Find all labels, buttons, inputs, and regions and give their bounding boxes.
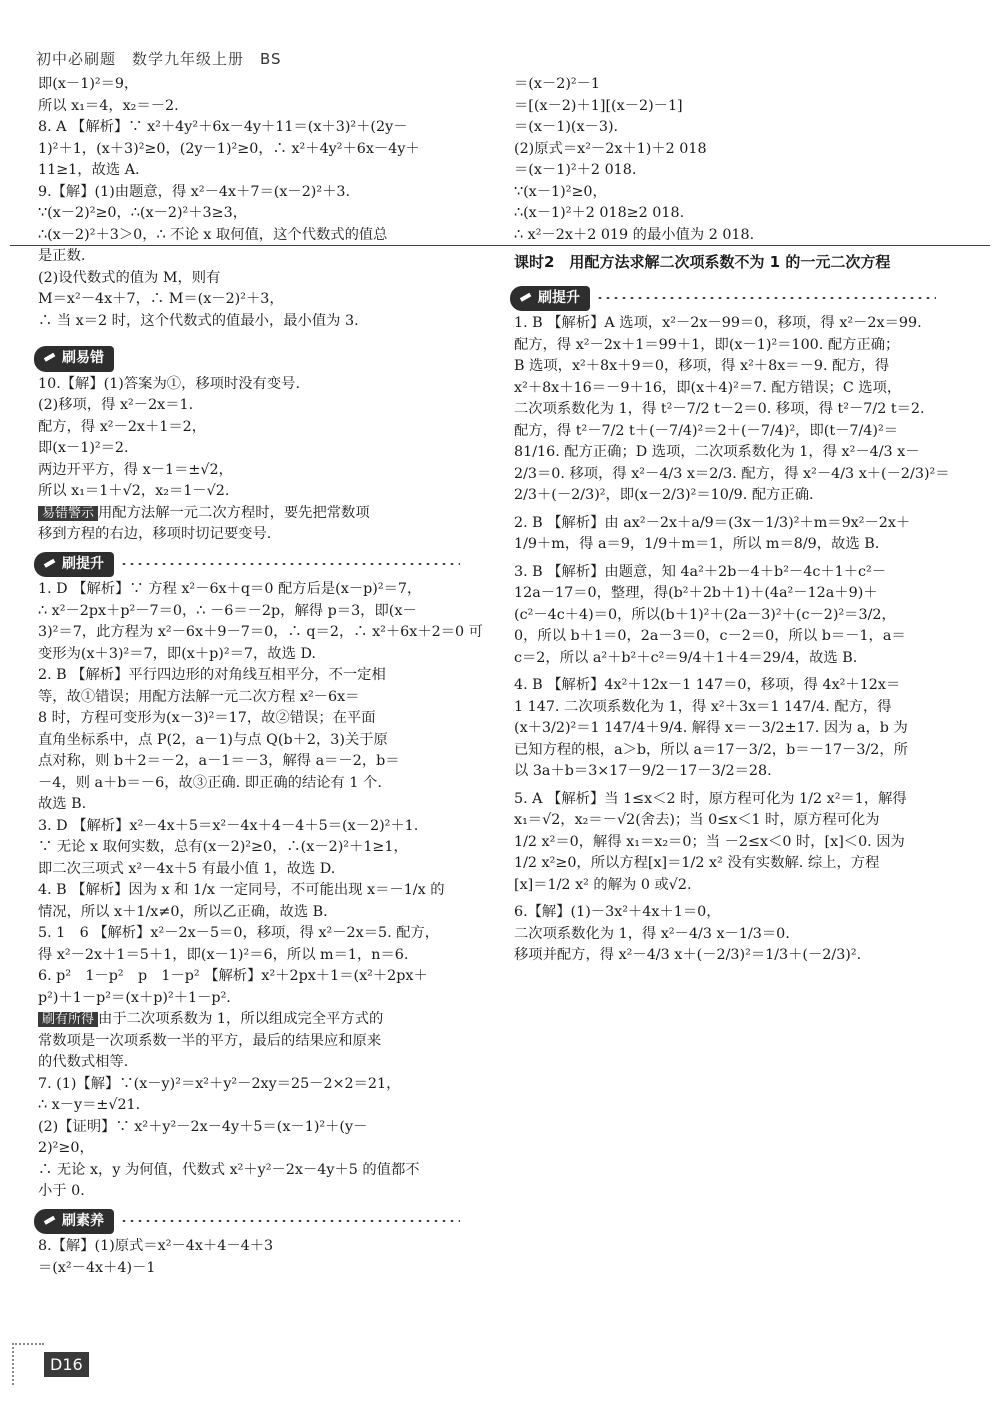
text-line: 3. D 【解析】x²－4x＋5＝x²－4x＋4－4＋5＝(x－2)²＋1. <box>38 817 419 834</box>
text-line: 已知方程的根，a＞b，所以 a＝17－3/2，b＝－17－3/2，所 <box>514 741 908 758</box>
text-line: ∴(x－2)²＋3＞0，∴ 不论 x 取何值，这个代数式的值总 <box>38 226 388 243</box>
text-line: 1/2 x²≥0，所以方程[x]＝1/2 x² 没有实数解. 综上，方程 <box>514 855 880 871</box>
text-line: 二次项系数化为 1，得 x²－4/3 x－1/3＝0. <box>514 925 790 942</box>
section-title: 刷素养 <box>62 1212 104 1229</box>
left-block-1 <box>38 74 488 332</box>
right-block-1 <box>514 74 969 246</box>
text-line: B 选项，x²＋8x＋9＝0，移项，得 x²＋8x＝－9. 配方，得 <box>514 358 890 374</box>
text-line: 3. B 【解析】由题意，知 4a²＋2b－4＋b²－4c＋1＋c²－ <box>514 563 887 580</box>
text-line: p²)＋1－p²＝(x＋p)²＋1－p². <box>38 989 231 1006</box>
dotted-rule <box>120 1218 460 1224</box>
left-block-5 <box>38 1236 488 1279</box>
summary-text-line: 由于二次项系数为 1，所以组成完全平方式的 <box>98 1011 384 1027</box>
text-line: ∵ 无论 x 取何实数，总有(x－2)²≥0，∴(x－2)²＋1≥1， <box>38 839 408 855</box>
text-line: 6.【解】(1)－3x²＋4x＋1＝0， <box>514 904 721 920</box>
page-header: 初中必刷题 数学九年级上册 BS <box>36 50 282 68</box>
text-line: (c²－4c＋4)＝0，所以(b＋1)²＋(2a－3)²＋(c－2)²＝3/2， <box>514 606 896 623</box>
summary-text-line: 常数项是一次项系数一半的平方，最后的结果应和原来 <box>38 1032 382 1049</box>
text-line: ∴(x－1)²＋2 018≥2 018. <box>514 205 685 221</box>
section-title: 刷易错 <box>62 350 104 366</box>
section-badge-tisheng <box>34 552 114 578</box>
warn-text-line: 用配方法解一元二次方程时，要先把常数项 <box>98 504 370 521</box>
text-line: 1/2 x²＝0，解得 x₁＝x₂＝0；当 －2≤x＜0 时，[x]＜0. 因为 <box>514 833 905 850</box>
dotted-rule <box>120 561 460 567</box>
page-number: D16 <box>44 1352 89 1377</box>
text-line: 1. B 【解析】A 选项，x²－2x－99＝0，移项，得 x²－2x＝99. <box>514 315 922 331</box>
text-line: (2)设代数式的值为 M，则有 <box>38 269 221 286</box>
text-line: 移项并配方，得 x²－4/3 x＋(－2/3)²＝1/3＋(－2/3)². <box>514 947 862 963</box>
text-line: 小于 0. <box>38 1183 85 1199</box>
text-line: 所以 x₁＝1＋√2，x₂＝1－√2. <box>38 483 230 499</box>
right-block-2 <box>514 313 969 967</box>
text-line: ∴ 无论 x，y 为何值，代数式 x²＋y²－2x－4y＋5 的值都不 <box>38 1161 420 1178</box>
text-line: 即(x－1)²＝9， <box>38 76 139 92</box>
section-badge-yicuo <box>34 346 114 372</box>
text-line: c＝2，所以 a²＋b²＋c²＝9/4＋1＋4＝29/4，故选 B. <box>514 649 858 666</box>
text-line: ＝(x－1)(x－3). <box>514 119 619 135</box>
text-line: 1/9＋m，得 a＝9，1/9＋m＝1，所以 m＝8/9，故选 B. <box>514 536 880 552</box>
pencil-icon <box>42 349 58 365</box>
text-line: ∵(x－2)²≥0，∴(x－2)²＋3≥3， <box>38 205 248 221</box>
summary-label: 刷有所得 <box>38 1012 98 1027</box>
text-line: 9.【解】(1)由题意，得 x²－4x＋7＝(x－2)²＋3. <box>38 183 351 200</box>
text-line: ∵(x－1)²≥0， <box>514 183 607 200</box>
text-line: 是正数. <box>38 248 86 264</box>
text-line: 8. A 【解析】∵ x²＋4y²＋6x－4y＋11＝(x＋3)²＋(2y－ <box>38 119 408 135</box>
warn-label: 易错警示 <box>38 506 98 521</box>
text-line: ∴ 当 x＝2 时，这个代数式的值最小，最小值为 3. <box>38 312 359 329</box>
text-line: [x]＝1/2 x² 的解为 0 或√2. <box>514 876 692 893</box>
text-line: 即二次三项式 x²－4x＋5 有最小值 1，故选 D. <box>38 860 336 877</box>
text-line: 0，所以 b＋1＝0，2a－3＝0，c－2＝0，所以 b＝－1，a＝ <box>514 628 906 644</box>
text-line: 2/3＝0. 移项，得 x²－4/3 x＝2/3. 配方，得 x²－4/3 x＋(－2/3)²＝ <box>514 465 950 482</box>
left-block-3 <box>38 579 488 1009</box>
text-line: x₁＝√2，x₂＝－√2(舍去)；当 0≤x＜1 时，原方程可化为 <box>514 812 880 828</box>
text-line: 1. D 【解析】∵ 方程 x²－6x＋q＝0 配方后是(x－p)²＝7， <box>38 581 422 597</box>
dotted-rule <box>596 295 936 301</box>
text-line: (2)移项，得 x²－2x＝1. <box>38 397 194 413</box>
text-line: 直角坐标系中，点 P(2，a－1)与点 Q(b＋2，3)关于原 <box>38 731 388 748</box>
text-line: 即(x－1)²＝2. <box>38 440 129 456</box>
lesson-title: 课时2 用配方法求解二次项系数不为 1 的一元二次方程 <box>514 253 891 271</box>
summary-text-line: 的代数式相等. <box>38 1054 129 1070</box>
text-line: 情况，所以 x＋1/x≠0，所以乙正确，故选 B. <box>38 903 328 920</box>
text-line: 得 x²－2x＋1＝5＋1，即(x－1)²＝6，所以 m＝1，n＝6. <box>38 946 409 963</box>
section-title: 刷提升 <box>62 555 104 572</box>
right-column <box>514 74 969 967</box>
text-line: 8.【解】(1)原式＝x²－4x＋4－4＋3 <box>38 1238 274 1254</box>
warn-text-line: 移到方程的右边，移项时切记要变号. <box>38 526 272 542</box>
text-line: 4. B 【解析】4x²＋12x－1 147＝0，移项，得 4x²＋12x＝ <box>514 677 901 693</box>
text-line: ∴ x²－2px＋p²－7＝0，∴ －6＝－2p，解得 p＝3，即(x－ <box>38 602 417 619</box>
text-line: 11≥1，故选 A. <box>38 162 140 178</box>
text-line: 二次项系数化为 1，得 t²－7/2 t－2＝0. 移项，得 t²－7/2 t＝2. <box>514 401 925 417</box>
section-title: 刷提升 <box>538 289 580 306</box>
left-column <box>38 74 488 1279</box>
text-line: 1)²＋1，(x＋3)²≥0，(2y－1)²≥0，∴ x²＋4y²＋6x－4y＋ <box>38 140 420 157</box>
text-line: 6. p² 1－p² p 1－p² 【解析】x²＋2px＋1＝(x²＋2px＋ <box>38 968 428 984</box>
pencil-icon <box>42 555 58 571</box>
text-line: 故选 B. <box>38 796 87 812</box>
text-line: 12a－17＝0，整理，得(b²＋2b＋1)＋(4a²－12a＋9)＋ <box>514 585 878 601</box>
text-line: ∴ x²－2x＋2 019 的最小值为 2 018. <box>514 226 755 243</box>
text-line: (2)【证明】∵ x²＋y²－2x－4y＋5＝(x－1)²＋(y－ <box>38 1118 368 1135</box>
text-line: 以 3a＋b＝3×17－9/2－17－3/2＝28. <box>514 763 772 779</box>
text-line: 配方，得 t²－7/2 t＋(－7/4)²＝2＋(－7/4)²，即(t－7/4)²＝ <box>514 422 899 439</box>
text-line: 2. B 【解析】平行四边形的对角线互相平分，不一定相 <box>38 667 386 683</box>
text-line: 5. A 【解析】当 1≤x＜2 时，原方程可化为 1/2 x²＝1，解得 <box>514 790 907 807</box>
text-line: (x＋3/2)²＝1 147/4＋9/4. 解得 x＝－3/2±17. 因为 a，b 为 <box>514 720 908 736</box>
text-line: 2/3＋(－2/3)²，即(x－2/3)²＝10/9. 配方正确. <box>514 487 814 503</box>
text-line: 3)²＝7，此方程为 x²－6x＋9－7＝0，∴ q＝2，∴ x²＋6x＋2＝0 可 <box>38 624 483 640</box>
text-line: ＝(x－1)²＋2 018. <box>514 162 637 178</box>
text-line: ∴ x－y＝±√21. <box>38 1097 141 1113</box>
section-badge-tisheng-2 <box>510 286 590 312</box>
text-line: 5. 1 6 【解析】x²－2x－5＝0，移项，得 x²－2x＝5. 配方， <box>38 925 440 941</box>
text-line: 1 147. 二次项系数化为 1，得 x²＋3x＝1 147/4. 配方，得 <box>514 698 892 715</box>
corner-dots <box>12 1343 44 1385</box>
left-block-4 <box>38 1074 488 1203</box>
text-line: 变形为(x＋3)²＝7，即(x＋p)²＝7，故选 D. <box>38 645 316 662</box>
text-line: ＝(x²－4x＋4)－1 <box>38 1259 156 1276</box>
text-line: 配方，得 x²－2x＋1＝99＋1，即(x－1)²＝100. 配方正确； <box>514 336 900 353</box>
text-line: x²＋8x＋16＝－9＋16，即(x＋4)²＝7. 配方错误；C 选项， <box>514 379 902 396</box>
text-line: 配方，得 x²－2x＋1＝2， <box>38 418 207 435</box>
text-line: 等，故①错误；用配方法解一元二次方程 x²－6x＝ <box>38 688 360 705</box>
text-line: ＝[(x－2)＋1][(x－2)－1] <box>514 97 683 114</box>
text-line: 2. B 【解析】由 ax²－2x＋a/9＝(3x－1/3)²＋m＝9x²－2x＋ <box>514 514 911 531</box>
text-line: ＝(x－2)²－1 <box>514 76 601 92</box>
left-block-2 <box>38 374 488 503</box>
text-line: 点对称，则 b＋2＝－2，a－1＝－3，解得 a＝－2，b＝ <box>38 753 400 769</box>
section-badge-suyang <box>34 1209 114 1235</box>
text-line: －4，则 a＋b＝－6，故③正确. 即正确的结论有 1 个. <box>38 774 382 791</box>
text-line: M＝x²－4x＋7，∴ M＝(x－2)²＋3， <box>38 291 284 307</box>
text-line: 4. B 【解析】因为 x 和 1/x 一定同号，不可能出现 x＝－1/x 的 <box>38 882 445 898</box>
pencil-icon <box>42 1212 58 1228</box>
text-line: (2)原式＝x²－2x＋1)＋2 018 <box>514 140 707 157</box>
text-line: 10.【解】(1)答案为①，移项时没有变号. <box>38 375 300 392</box>
text-line: 两边开平方，得 x－1＝±√2， <box>38 461 233 478</box>
text-line: 81/16. 配方正确；D 选项，二次项系数化为 1，得 x²－4/3 x－ <box>514 444 920 460</box>
pencil-icon <box>518 289 534 305</box>
text-line: 8 时，方程可变形为(x－3)²＝17，故②错误；在平面 <box>38 710 376 726</box>
text-line: 7. (1)【解】∵(x－y)²＝x²＋y²－2xy＝25－2×2＝21， <box>38 1075 401 1092</box>
text-line: 2)²≥0， <box>38 1140 94 1156</box>
text-line: 所以 x₁＝4，x₂＝－2. <box>38 97 179 114</box>
